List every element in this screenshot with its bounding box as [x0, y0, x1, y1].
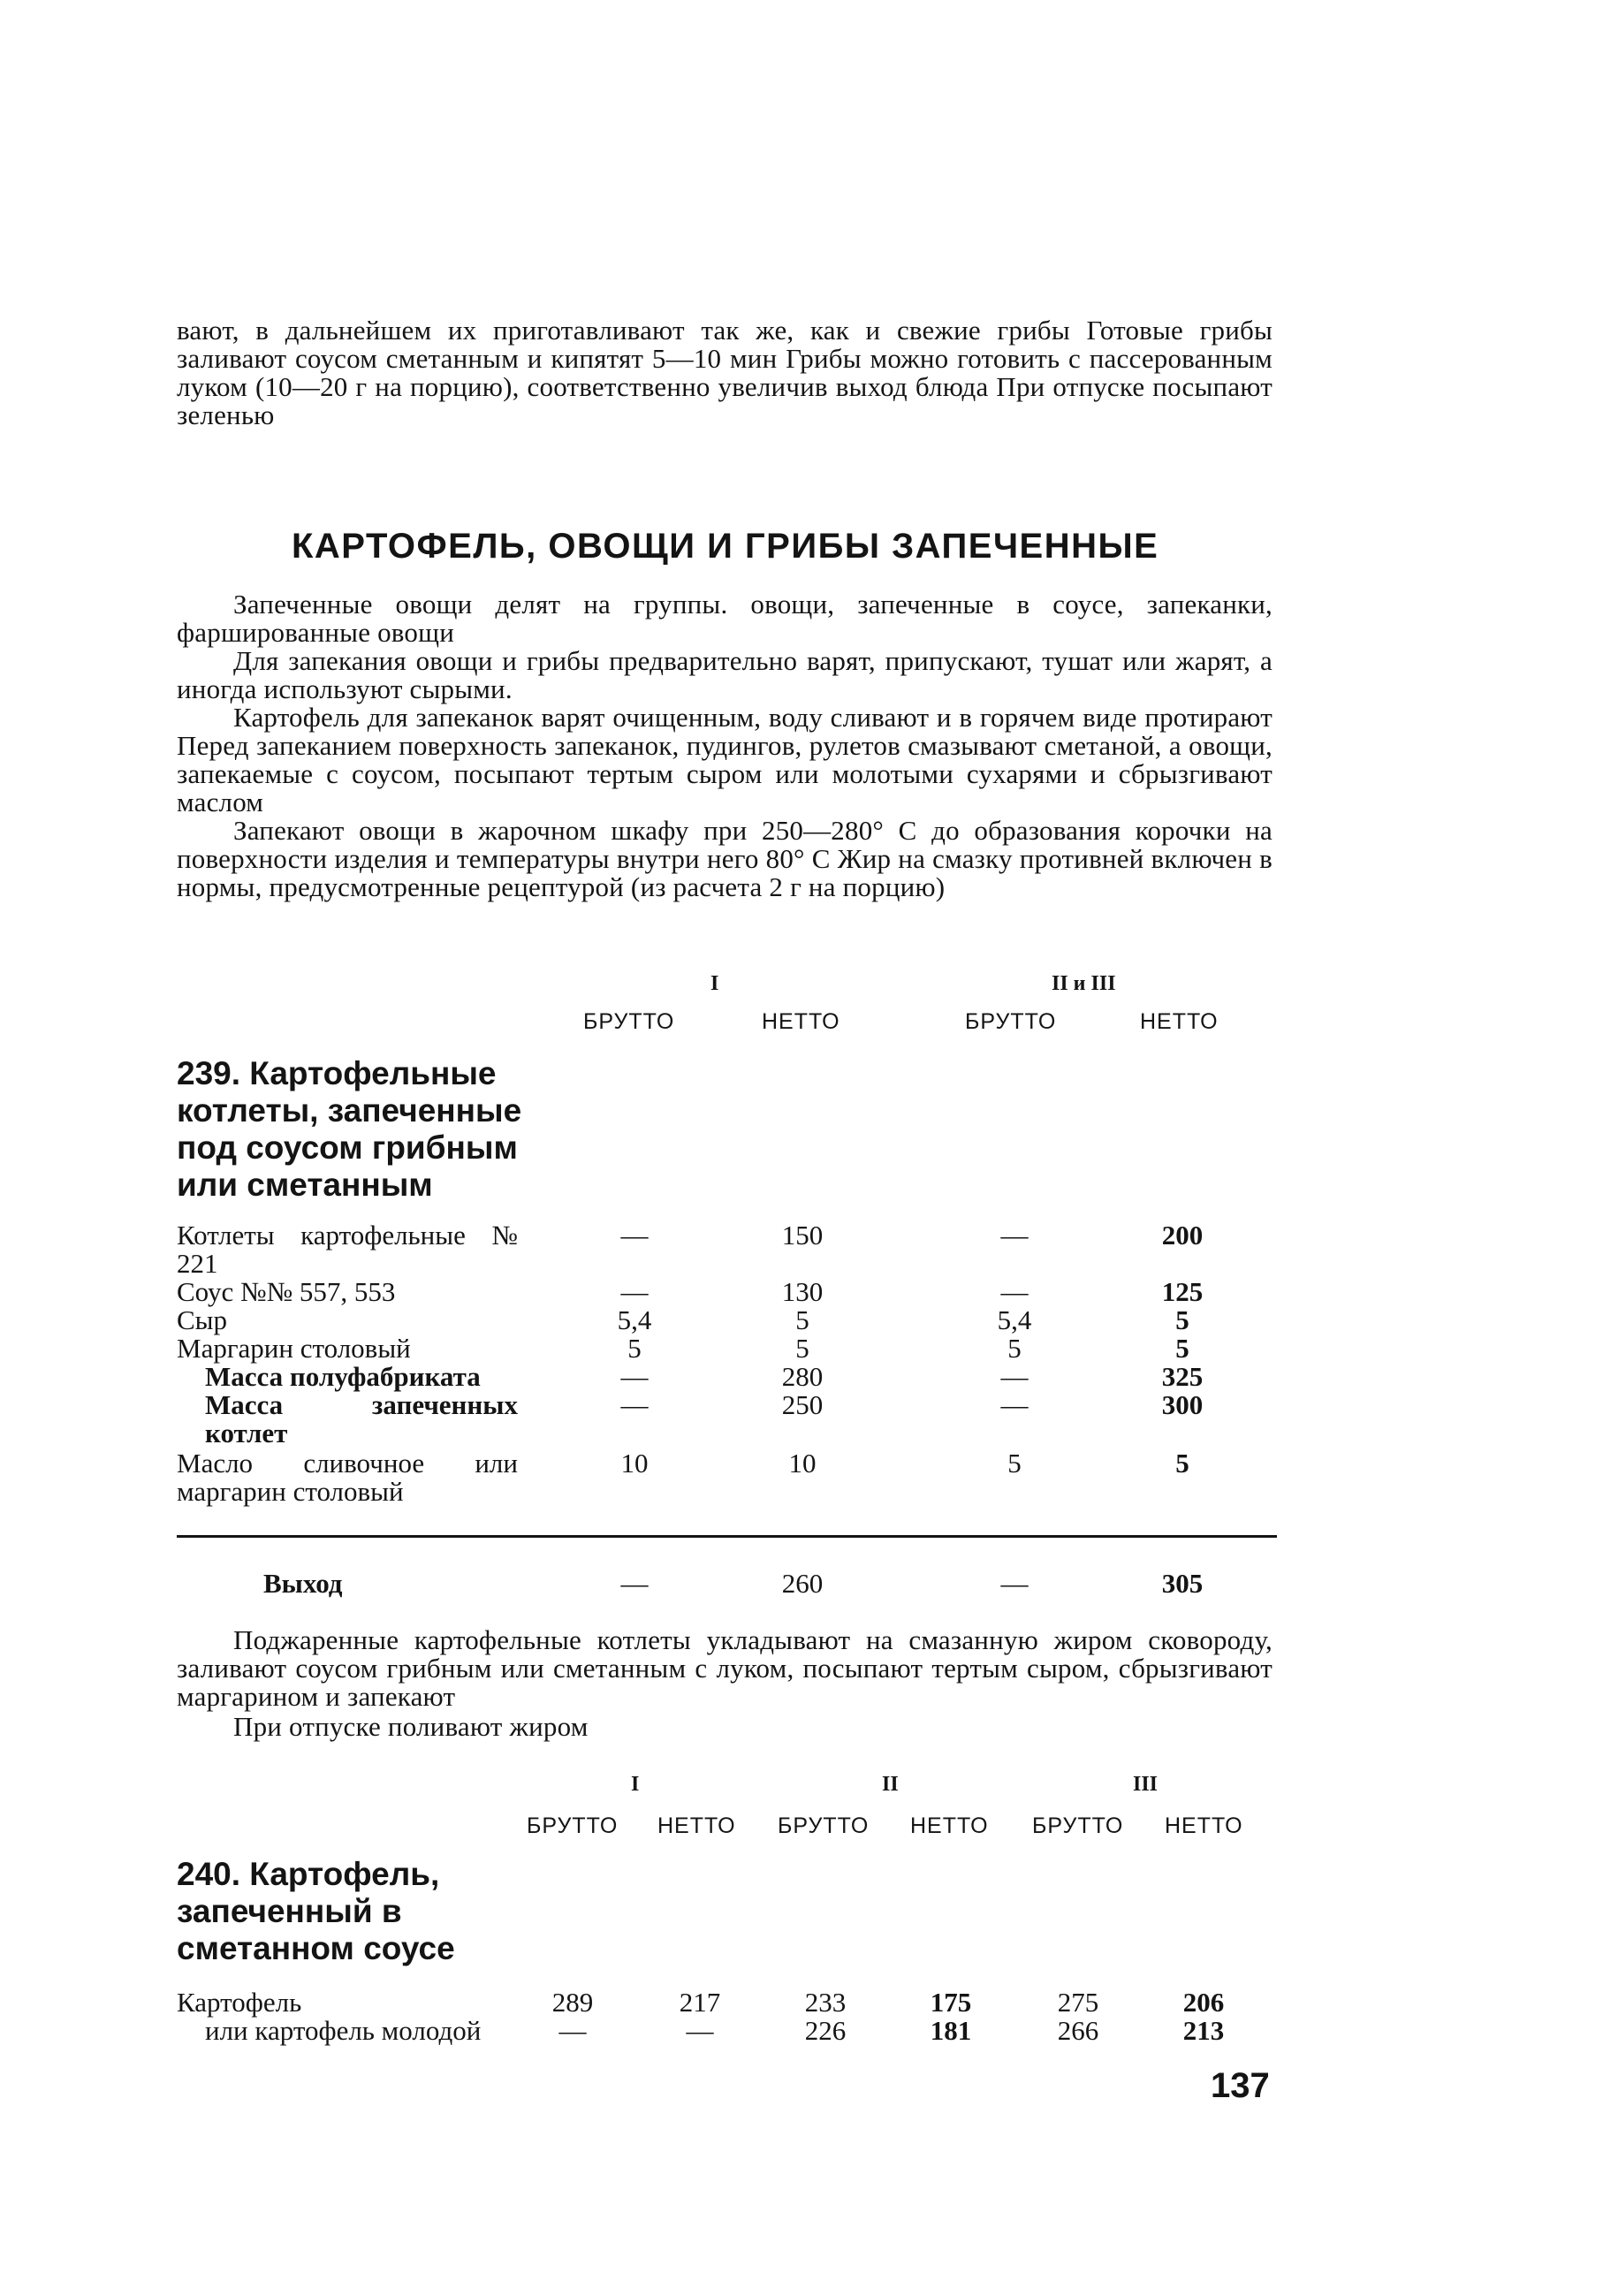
col-brutto-1: БРУТТО [527, 1813, 619, 1838]
col-brutto-2: БРУТТО [778, 1813, 870, 1838]
ingredient-label: Соус №№ 557, 553 [177, 1276, 396, 1307]
netto-1-value: 250 [781, 1389, 824, 1420]
group-iii-header: III [1133, 1773, 1159, 1796]
netto-2-value: 300 [1161, 1389, 1204, 1420]
yield-brutto-2: — [1000, 1568, 1029, 1599]
yield-label: Выход [263, 1568, 343, 1599]
section-paragraph-2: Для запекания овощи и грибы предварительно варят, припускают, тушат или жарят, а иногда используют сырыми. [177, 645, 1273, 704]
page-number: 137 [1211, 2066, 1270, 2105]
brutto-1-value: 10 [620, 1448, 649, 1479]
brutto-1-value: — [620, 1220, 649, 1251]
col-netto-1: НЕТТО [762, 1009, 840, 1034]
group-ii-iii-header: II и III [1052, 972, 1116, 995]
brutto-1-value: — [620, 1361, 649, 1392]
ingredient-label: Масло сливочное или маргарин столовый [177, 1448, 518, 1507]
netto-1-value: 217 [679, 1987, 721, 2018]
recipe-239-serving-note: При отпуске поливают жиром [233, 1711, 589, 1742]
recipe-239-title: 239. Картофельные котлеты, запеченные под соусом грибным или сметанным [177, 1055, 522, 1203]
netto-2-value: 325 [1161, 1361, 1204, 1392]
netto-2-value: 125 [1161, 1276, 1204, 1307]
netto-2-value: 5 [1175, 1448, 1189, 1479]
group-i-header: I [710, 972, 719, 995]
netto-3-value: 206 [1182, 1987, 1225, 2018]
brutto-3-value: 266 [1057, 2015, 1099, 2046]
netto-2-value: 200 [1161, 1220, 1204, 1251]
netto-1-value: 5 [795, 1304, 809, 1335]
brutto-2-value: 5 [1007, 1333, 1022, 1364]
netto-2-value: 181 [930, 2015, 972, 2046]
col-brutto-2: БРУТТО [965, 1009, 1057, 1034]
brutto-2-value: 233 [804, 1987, 847, 2018]
brutto-1-value: 289 [551, 1987, 594, 2018]
ingredient-label: или картофель молодой [205, 2015, 482, 2046]
brutto-1-value: — [620, 1276, 649, 1307]
recipe-239-instructions: Поджаренные картофельные котлеты укладывают на смазанную жиром сковороду, заливают соусом грибным или сметанным с луком, посыпают тертым сыром, сбрызгивают маргарином и запекают [177, 1624, 1273, 1712]
brutto-2-value: — [1000, 1220, 1029, 1251]
netto-2-value: 5 [1175, 1304, 1189, 1335]
col-brutto-3: БРУТТО [1032, 1813, 1124, 1838]
col-netto-2: НЕТТО [910, 1813, 989, 1838]
netto-1-value: 150 [781, 1220, 824, 1251]
col-netto-1: НЕТТО [657, 1813, 736, 1838]
yield-netto-2: 305 [1161, 1568, 1204, 1599]
netto-1-value: — [686, 2015, 714, 2046]
col-netto-2: НЕТТО [1140, 1009, 1219, 1034]
ingredient-label: Маргарин столовый [177, 1333, 411, 1364]
section-paragraph-3: Картофель для запеканок варят очищенным, воду сливают и в горячем виде протирают Перед запеканием поверхность запеканок, пудингов, рулетов смазывают сметаной, а овощи, запекаемые с соусом, посыпают тертым сыром или молотыми сухарями и сбрызгивают маслом [177, 702, 1273, 817]
brutto-1-value: 5 [627, 1333, 642, 1364]
netto-2-value: 5 [1175, 1333, 1189, 1364]
brutto-2-value: — [1000, 1361, 1029, 1392]
table-divider [177, 1535, 1277, 1538]
section-paragraph-4: Запекают овощи в жарочном шкафу при 250—280° С до образования корочки на поверхности изделия и температуры внутри него 80° С Жир на смазку противней включен в нормы, предусмотренные рецептурой (из расчета 2 г на порцию) [177, 815, 1273, 902]
brutto-2-value: 226 [804, 2015, 847, 2046]
group-ii-header: II [882, 1773, 899, 1796]
recipe-240-title: 240. Картофель, запеченный в сметанном соусе [177, 1856, 455, 1966]
brutto-2-value: — [1000, 1276, 1029, 1307]
col-netto-3: НЕТТО [1165, 1813, 1243, 1838]
netto-2-value: 175 [930, 1987, 972, 2018]
brutto-1-value: 5,4 [617, 1304, 652, 1335]
ingredient-label: Картофель [177, 1987, 302, 2018]
netto-1-value: 130 [781, 1276, 824, 1307]
brutto-1-value: — [558, 2015, 587, 2046]
ingredient-label: Котлеты картофельные № 221 [177, 1220, 518, 1279]
section-heading: КАРТОФЕЛЬ, ОВОЩИ И ГРИБЫ ЗАПЕЧЕННЫЕ [292, 527, 1159, 566]
yield-netto-1: 260 [781, 1568, 824, 1599]
group-i-header: I [631, 1773, 640, 1796]
section-paragraph-1: Запеченные овощи делят на группы. овощи, запеченные в соусе, запеканки, фаршированные овощи [177, 589, 1273, 648]
netto-1-value: 10 [788, 1448, 817, 1479]
brutto-2-value: 5,4 [997, 1304, 1032, 1335]
netto-3-value: 213 [1182, 2015, 1225, 2046]
ingredient-label: Сыр [177, 1304, 228, 1335]
intro-paragraph: вают, в дальнейшем их приготавливают так же, как и свежие грибы Готовые грибы заливают соусом сметанным и кипятят 5—10 мин Грибы можно готовить с пассерованным луком (10—20 г на порцию), соответственно увеличив выход блюда При отпуске посыпают зеленью [177, 315, 1273, 430]
brutto-3-value: 275 [1057, 1987, 1099, 2018]
brutto-1-value: — [620, 1389, 649, 1420]
col-brutto-1: БРУТТО [583, 1009, 675, 1034]
brutto-2-value: 5 [1007, 1448, 1022, 1479]
netto-1-value: 280 [781, 1361, 824, 1392]
yield-brutto-1: — [620, 1568, 649, 1599]
netto-1-value: 5 [795, 1333, 809, 1364]
semi-product-mass-label: Масса полуфабриката [205, 1361, 481, 1392]
baked-mass-label: Масса запеченных котлет [205, 1389, 518, 1448]
brutto-2-value: — [1000, 1389, 1029, 1420]
